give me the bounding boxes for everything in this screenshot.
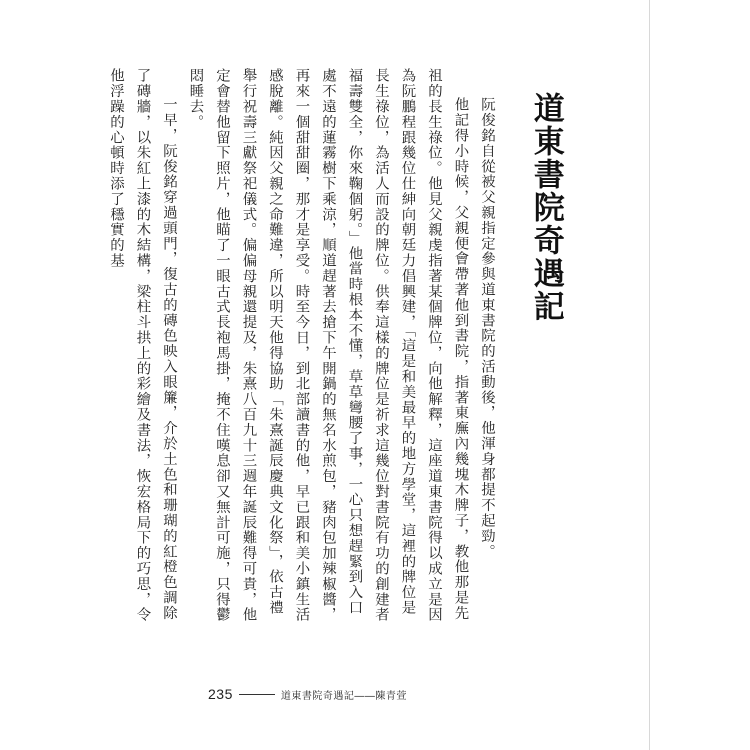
body-text (108, 68, 500, 628)
page-edge-divider (649, 0, 650, 750)
page-number: 235 (208, 686, 233, 702)
paragraph-1: 阮俊銘自從被父親指定參與道東書院的活動後，他渾身都提不起勁。 (479, 96, 495, 559)
footer-rule (239, 694, 275, 695)
chapter-title: 道東書院奇遇記 (527, 92, 564, 323)
running-title: 道東書院奇遇記——陳青萱 (280, 690, 407, 702)
paragraph-2: 他記得小時候，父親便會帶著他到書院，指著東廡內幾塊木牌子，教他那是先祖的長生祿位。他見父親虔指著某個牌位，向他解釋，這座道東書院得以成立是因為阮鵬程跟幾位仕紳向朝廷力倡興建，「這是和美最早的地方學堂，這裡的牌位是長生祿位，為活人而設的牌位。供奉這樣的牌位是祈求這幾位對書院有功的創建者福壽雙全，你來鞠個躬。」他當時根本不懂，草草彎腰了事，一心只想趕緊到入口處不遠的蓮霧樹下乘涼，順道趕著去搶下午開鍋的無名水煎包，豬肉包加辣椒醬，再來一個甜甜圈，那才是享受。時至今日，到北部讀書的他，早已跟和美小鎮生活感脫離。純因父親之命難違，所以明天他得協助「朱熹誕辰慶典文化祭」，依古禮舉行祝壽三獻祭祀儀式。偏偏母親還提及，朱熹八百九十三週年誕辰難得可貴，他定會替他留下照片，他瞄了一眼古式長袍馬掛，掩不住嘆息卻又無計可施，只得鬱悶睡去。 (187, 68, 469, 623)
page-footer (208, 684, 407, 704)
paragraph-3: 一早，阮俊銘穿過頭門，復古的磚色映入眼簾，介於土色和珊瑚的紅橙色調除了磚牆，以朱紅上漆的木結構，梁柱斗拱上的彩繪及書法，恢宏格局下的巧思，令他浮躁的心頓時添了穩實的基 (108, 68, 177, 623)
